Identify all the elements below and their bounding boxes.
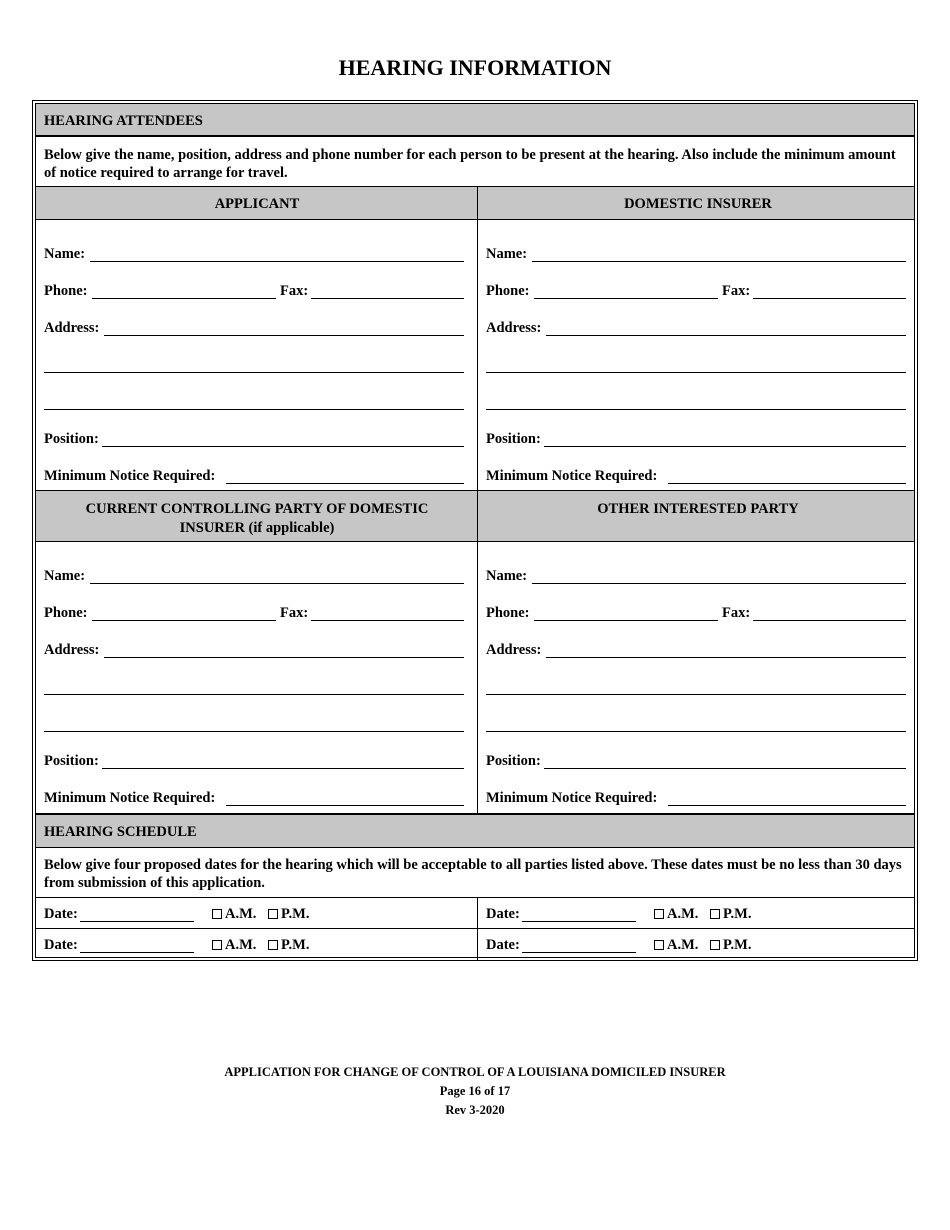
am-label: A.M. [225, 906, 257, 922]
checkbox-icon[interactable] [654, 940, 664, 950]
am-label: A.M. [667, 906, 699, 922]
controlling-party-phone-label: Phone: [44, 605, 88, 621]
date-label: Date: [486, 937, 520, 953]
domestic-insurer-notice-label: Minimum Notice Required: [486, 468, 658, 484]
checkbox-icon[interactable] [710, 909, 720, 919]
controlling-party-position-label: Position: [44, 753, 99, 769]
checkbox-icon[interactable] [212, 940, 222, 950]
date-label: Date: [44, 906, 78, 922]
divider [36, 928, 914, 929]
applicant-notice-label: Minimum Notice Required: [44, 468, 216, 484]
form-body [35, 103, 915, 958]
other-party-address-line-input[interactable] [486, 694, 906, 695]
domestic-insurer-position-label: Position: [486, 431, 541, 447]
pm-label: P.M. [723, 906, 752, 922]
domestic-insurer-name-input[interactable] [532, 261, 906, 262]
controlling-party-address-line-input[interactable] [44, 731, 464, 732]
schedule-note: Below give four proposed dates for the hearing which will be acceptable to all parties listed above. These dates must be no less than 30 days from submission of this application. [44, 857, 902, 891]
date-label: Date: [486, 906, 520, 922]
date-input[interactable] [80, 921, 194, 922]
am-option[interactable] [654, 906, 698, 923]
domestic-insurer-fax-input[interactable] [753, 298, 906, 299]
attendees-header: HEARING ATTENDEES [44, 113, 203, 129]
applicant-heading: APPLICANT [214, 196, 300, 212]
am-label: A.M. [225, 937, 257, 953]
other-party-address-label: Address: [486, 642, 542, 658]
applicant-position-input[interactable] [102, 446, 464, 447]
applicant-address-line-input[interactable] [44, 372, 464, 373]
date-input[interactable] [80, 952, 194, 953]
footer-rev: Rev 3-2020 [445, 1103, 505, 1117]
checkbox-icon[interactable] [268, 909, 278, 919]
applicant-notice-input[interactable] [226, 483, 464, 484]
controlling-party-address-line-input[interactable] [44, 694, 464, 695]
other-party-heading: OTHER INTERESTED PARTY [597, 501, 799, 517]
page-title: HEARING INFORMATION [338, 55, 612, 80]
other-party-address-input[interactable] [546, 657, 906, 658]
pm-option[interactable] [268, 937, 309, 954]
checkbox-icon[interactable] [710, 940, 720, 950]
domestic-insurer-address-input[interactable] [546, 335, 906, 336]
controlling-party-heading-line2: INSURER (if applicable) [179, 520, 335, 536]
checkbox-icon[interactable] [212, 909, 222, 919]
controlling-party-address-label: Address: [44, 642, 100, 658]
other-party-address-line-input[interactable] [486, 731, 906, 732]
controlling-party-name-input[interactable] [90, 583, 464, 584]
domestic-insurer-address-line-input[interactable] [486, 372, 906, 373]
applicant-name-label: Name: [44, 246, 86, 262]
applicant-fax-label: Fax: [280, 283, 309, 299]
pm-label: P.M. [281, 906, 310, 922]
domestic-insurer-position-input[interactable] [544, 446, 906, 447]
applicant-address-label: Address: [44, 320, 100, 336]
column-divider [477, 187, 478, 814]
domestic-insurer-heading: DOMESTIC INSURER [624, 196, 772, 212]
am-option[interactable] [654, 937, 698, 954]
pm-option[interactable] [710, 906, 751, 923]
controlling-party-name-label: Name: [44, 568, 86, 584]
checkbox-icon[interactable] [654, 909, 664, 919]
other-party-phone-input[interactable] [534, 620, 718, 621]
applicant-phone-input[interactable] [92, 298, 276, 299]
checkbox-icon[interactable] [268, 940, 278, 950]
applicant-position-label: Position: [44, 431, 99, 447]
applicant-name-input[interactable] [90, 261, 464, 262]
date-input[interactable] [522, 952, 636, 953]
other-party-name-input[interactable] [532, 583, 906, 584]
other-party-position-label: Position: [486, 753, 541, 769]
domestic-insurer-fax-label: Fax: [722, 283, 751, 299]
domestic-insurer-address-label: Address: [486, 320, 542, 336]
divider [36, 847, 914, 848]
domestic-insurer-notice-input[interactable] [668, 483, 906, 484]
applicant-phone-label: Phone: [44, 283, 88, 299]
pm-option[interactable] [710, 937, 751, 954]
date-label: Date: [44, 937, 78, 953]
controlling-party-notice-label: Minimum Notice Required: [44, 790, 216, 806]
other-party-fax-label: Fax: [722, 605, 751, 621]
footer-title: APPLICATION FOR CHANGE OF CONTROL OF A LOUISIANA DOMICILED INSURER [224, 1065, 726, 1079]
other-party-phone-label: Phone: [486, 605, 530, 621]
am-option[interactable] [212, 906, 256, 923]
pm-label: P.M. [723, 937, 752, 953]
am-option[interactable] [212, 937, 256, 954]
footer-page: Page 16 of 17 [439, 1084, 511, 1098]
hearing-form [32, 100, 918, 961]
other-party-fax-input[interactable] [753, 620, 906, 621]
divider [36, 897, 914, 898]
applicant-address-line-input[interactable] [44, 409, 464, 410]
controlling-party-address-input[interactable] [104, 657, 464, 658]
am-label: A.M. [667, 937, 699, 953]
column-divider [477, 897, 478, 960]
divider [36, 135, 914, 137]
controlling-party-notice-input[interactable] [226, 805, 464, 806]
domestic-insurer-address-line-input[interactable] [486, 409, 906, 410]
controlling-party-fax-label: Fax: [280, 605, 309, 621]
divider [36, 219, 914, 220]
domestic-insurer-phone-input[interactable] [534, 298, 718, 299]
applicant-fax-input[interactable] [311, 298, 464, 299]
other-party-position-input[interactable] [544, 768, 906, 769]
applicant-address-input[interactable] [104, 335, 464, 336]
schedule-header: HEARING SCHEDULE [44, 824, 197, 840]
controlling-party-phone-input[interactable] [92, 620, 276, 621]
other-party-notice-input[interactable] [668, 805, 906, 806]
controlling-party-position-input[interactable] [102, 768, 464, 769]
pm-label: P.M. [281, 937, 310, 953]
domestic-insurer-name-label: Name: [486, 246, 528, 262]
date-input[interactable] [522, 921, 636, 922]
other-party-name-label: Name: [486, 568, 528, 584]
other-party-notice-label: Minimum Notice Required: [486, 790, 658, 806]
controlling-party-heading: CURRENT CONTROLLING PARTY OF DOMESTIC [85, 501, 429, 517]
domestic-insurer-phone-label: Phone: [486, 283, 530, 299]
attendees-note: Below give the name, position, address and phone number for each person to be present at the hearing. Also include the minimum amount of notice required to arrange for travel. [44, 147, 896, 181]
controlling-party-fax-input[interactable] [311, 620, 464, 621]
pm-option[interactable] [268, 906, 309, 923]
divider [36, 541, 914, 542]
